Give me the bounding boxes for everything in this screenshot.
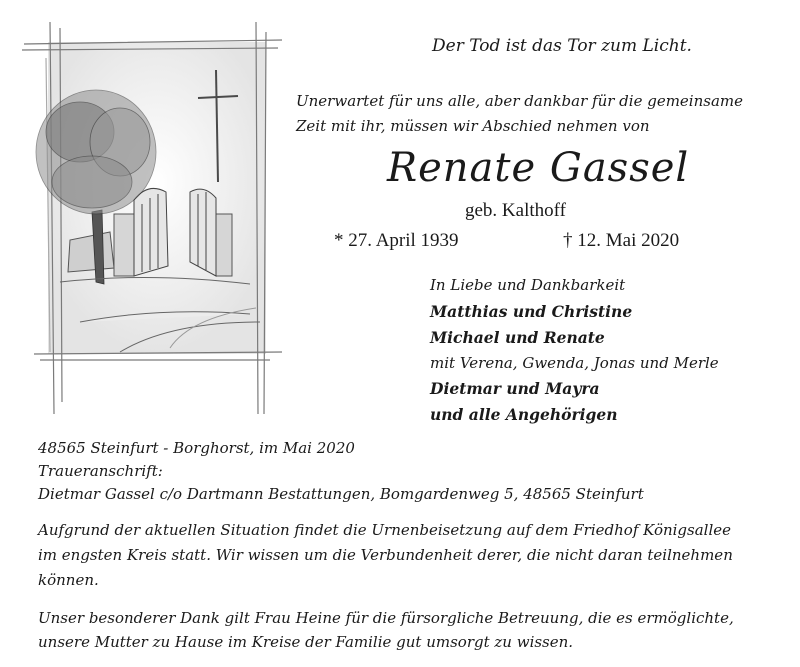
address-label: Traueranschrift: xyxy=(38,462,163,480)
memorial-illustration xyxy=(20,22,286,414)
birth-date: * 27. April 1939 xyxy=(334,230,459,251)
intro-line-1: Unerwartet für uns alle, aber dankbar für die gemeinsame xyxy=(296,92,744,110)
love-line: In Liebe und Dankbarkeit xyxy=(430,276,626,294)
paragraph-line: können. xyxy=(38,571,99,589)
intro-line-2: Zeit mit ihr, müssen wir Abschied nehmen von xyxy=(296,117,650,135)
thanks-line: Unser besonderer Dank gilt Frau Heine für die fürsorgliche Betreuung, die es ermöglichte, xyxy=(38,609,734,627)
deceased-name: Renate Gassel xyxy=(387,145,690,191)
family-line: Dietmar und Mayra xyxy=(430,379,600,398)
death-date: † 12. Mai 2020 xyxy=(563,230,680,251)
maiden-name: geb. Kalthoff xyxy=(465,200,566,221)
motto: Der Tod ist das Tor zum Licht. xyxy=(432,36,692,56)
place-date: 48565 Steinfurt - Borghorst, im Mai 2020 xyxy=(38,439,355,457)
mourning-address: Dietmar Gassel c/o Dartmann Bestattungen, Bomgardenweg 5, 48565 Steinfurt xyxy=(38,485,644,503)
paragraph-line: im engsten Kreis statt. Wir wissen um die Verbundenheit derer, die nicht daran teilnehmen xyxy=(38,546,733,564)
thanks-line: unsere Mutter zu Hause im Kreise der Familie gut umsorgt zu wissen. xyxy=(38,633,574,651)
family-line: Michael und Renate xyxy=(430,328,605,347)
paragraph-line: Aufgrund der aktuellen Situation findet die Urnenbeisetzung auf dem Friedhof Königsallee xyxy=(38,521,732,539)
family-line: Matthias und Christine xyxy=(430,302,633,321)
family-line: mit Verena, Gwenda, Jonas und Merle xyxy=(430,354,719,372)
family-line: und alle Angehörigen xyxy=(430,405,618,424)
